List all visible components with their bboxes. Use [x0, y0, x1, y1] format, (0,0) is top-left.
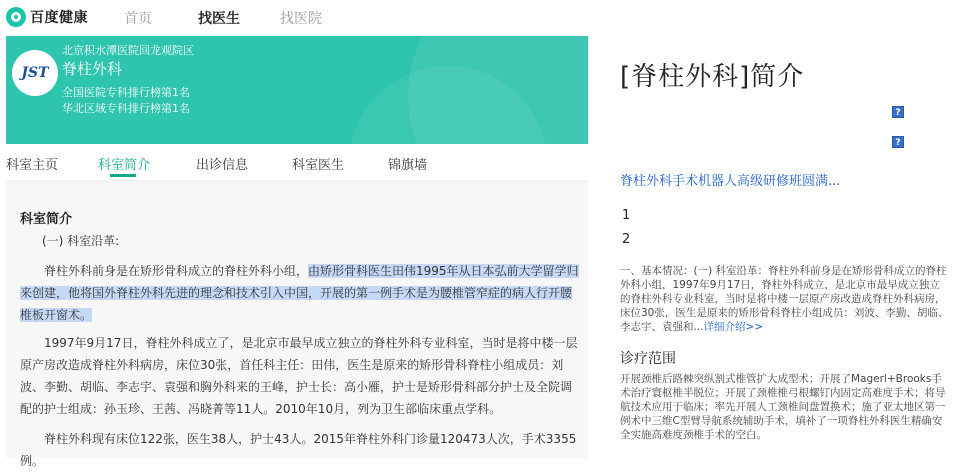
department-tabs — [0, 148, 596, 178]
baike-panel — [596, 0, 960, 458]
intro-content — [6, 182, 588, 468]
tab-pennant-wall[interactable]: 锦旗墙 — [388, 158, 428, 173]
tab-schedule[interactable]: 出诊信息 — [196, 158, 249, 173]
summary-text: 一、基本情况：(一) 科室沿革：脊柱外科前身是在矫形骨科成立的脊柱外科小组，1997年9月17日，脊柱外科成立，是北京市最早成立独立的脊柱外科专业科室，当时是将中楼一层原产房改造成脊柱外科病房，床位30张，医生是原来的矫形骨科脊柱小组成员：刘波、李勤、胡临、李志宇、袁强和... — [620, 265, 949, 333]
list-number[interactable]: 2 — [622, 232, 631, 247]
active-tab-indicator — [110, 174, 136, 177]
selected-text: 由矫形骨科医生田伟1995年从日本弘前大学留学归来创建，他将国外脊柱外科先进的理念和技术引入中国，开展的第一例手术是为腰椎管窄症的病人行开腰椎板开窗术。 — [20, 264, 579, 322]
help-icon[interactable]: ? — [892, 136, 904, 148]
nav-find-hospital[interactable]: 找医院 — [280, 11, 322, 27]
section-subheading: (一) 科室沿革: — [42, 234, 120, 248]
department-name: 脊柱外科 — [62, 60, 123, 78]
site-logo[interactable] — [6, 6, 88, 28]
nav-home[interactable]: 首页 — [124, 11, 152, 27]
baike-summary — [620, 264, 950, 334]
nav-find-doctor[interactable]: 找医生 — [198, 11, 240, 27]
ranking-regional: 华北区域专科排行榜第1名 — [62, 102, 190, 115]
news-link[interactable]: 脊柱外科手术机器人高级研修班圆满... — [620, 174, 841, 189]
paragraph-founding: 1997年9月17日，脊柱外科成立了，是北京市最早成立独立的脊柱外科专业科室，当时是将中楼一层原产房改造成脊柱外科病房，床位30张，首任科主任：田伟，医生是原来的矫形骨科脊柱小组成员：刘波、李勤、胡临、李志宇、袁强和胸外科来的王峰，护士长：高小雁，护士是矫形骨科部分护士及全院调配的护士组成：孙玉珍、王茜、冯晓菁等11人。2010年10月，列为卫生部临床重点学科。 — [20, 336, 578, 416]
hospital-name[interactable]: 北京积水潭医院回龙观院区 — [62, 44, 194, 57]
list-number[interactable]: 1 — [622, 208, 631, 223]
help-icon[interactable]: ? — [892, 106, 904, 118]
hospital-logo-icon: JST — [12, 50, 58, 96]
more-details-link[interactable]: 详细介绍>> — [703, 321, 764, 333]
section-title: 科室简介 — [20, 212, 73, 227]
tab-doctors[interactable]: 科室医生 — [292, 158, 345, 173]
scope-heading: 诊疗范围 — [620, 351, 676, 367]
tab-department-home[interactable]: 科室主页 — [6, 158, 59, 173]
baidu-health-logo-icon — [6, 7, 26, 27]
site-logo-text: 百度健康 — [30, 10, 88, 26]
paragraph-current: 脊柱外科现有床位122张，医生38人，护士43人。2015年脊柱外科门诊量120473人次，手术3355例。 — [20, 432, 577, 468]
ranking-national: 全国医院专科排行榜第1名 — [62, 86, 190, 99]
baike-title: [脊柱外科]简介 — [620, 62, 805, 92]
paragraph-text: 脊柱外科前身是在矫形骨科成立的脊柱外科小组， — [44, 264, 309, 278]
paragraph-history — [20, 260, 580, 326]
department-banner — [6, 36, 588, 144]
scope-text: 开展颈椎后路棘突纵割式椎管扩大成型术；开展了Magerl+Brooks手术治疗寰枢椎半脱位；开展了颈椎椎弓根螺钉内固定高难度手术；将导航技术应用于临床；率先开展人工颈椎间盘置换术；施了亚太地区第一例术中三维C型臂导航系统辅助手术，填补了一项脊柱外科医生精确安全实施高难度颈椎手术的空白。 — [620, 373, 946, 441]
tab-department-intro[interactable]: 科室简介 — [98, 158, 151, 173]
